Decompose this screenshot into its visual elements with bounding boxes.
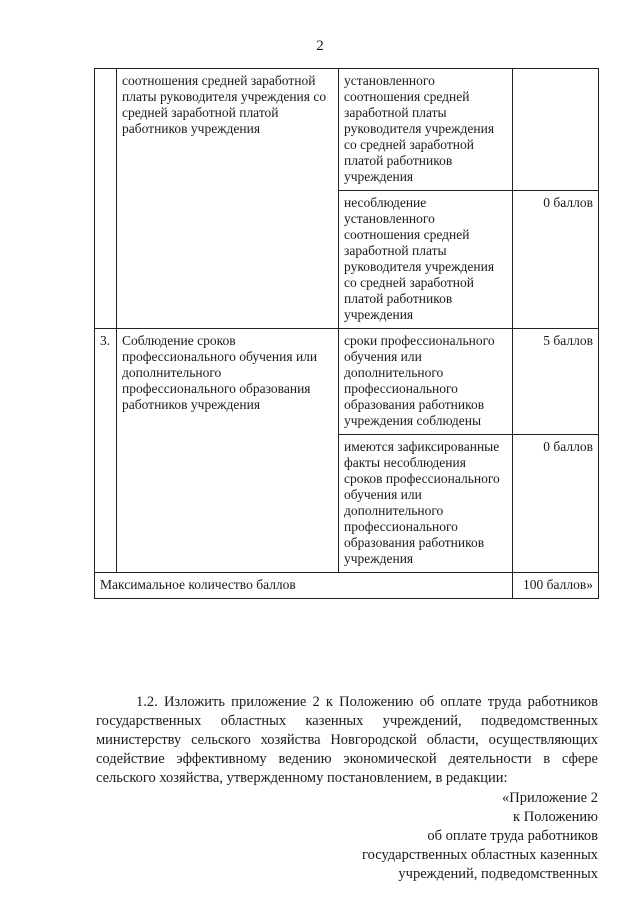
annex-heading <box>362 789 598 884</box>
criterion-cell: Соблюдение сроков профессионального обучения или дополнительного профессионального образования работников учреждения <box>117 329 339 573</box>
max-score-value: 100 баллов» <box>513 573 599 599</box>
points-cell: 5 баллов <box>513 329 599 435</box>
condition-cell: установленного соотношения средней заработной платы руководителя учреждения со средней заработной платой работников учреждения <box>339 69 513 191</box>
points-cell <box>513 69 599 191</box>
criteria-table <box>94 68 599 599</box>
annex-line: государственных областных казенных <box>362 847 598 863</box>
condition-cell: имеются зафиксированные факты несоблюдения сроков профессионального обучения или дополнительного профессионального образования работников учреждения <box>339 435 513 573</box>
condition-cell: несоблюдение установленного соотношения средней заработной платы руководителя учреждения со средней заработной платой работников учреждения <box>339 191 513 329</box>
annex-line: к Положению <box>513 809 598 825</box>
amendment-paragraph: 1.2. Изложить приложение 2 к Положению об оплате труда работников государственных областных казенных учреждений, подведомственных министерству сельского хозяйства Новгородской области, осуществляющих содействие эффективному ведению экономической деятельности в сфере сельского хозяйства, утвержденному постановлением, в редакции: <box>96 694 598 786</box>
points-cell: 0 баллов <box>513 435 599 573</box>
annex-line: учреждений, подведомственных <box>398 866 598 882</box>
page-number: 2 <box>316 38 324 54</box>
annex-line: «Приложение 2 <box>502 790 598 806</box>
table-row-total <box>95 573 599 599</box>
condition-cell: сроки профессионального обучения или дополнительного профессионального образования работников учреждения соблюдены <box>339 329 513 435</box>
criterion-cell: соотношения средней заработной платы руководителя учреждения со средней заработной платой работников учреждения <box>117 69 339 329</box>
row-number-cell <box>95 69 117 329</box>
points-cell: 0 баллов <box>513 191 599 329</box>
table-row <box>95 69 599 191</box>
table-row <box>95 329 599 435</box>
max-score-label: Максимальное количество баллов <box>95 573 513 599</box>
body-paragraph-block <box>96 693 598 788</box>
annex-line: об оплате труда работников <box>427 828 598 844</box>
row-number-cell: 3. <box>95 329 117 573</box>
